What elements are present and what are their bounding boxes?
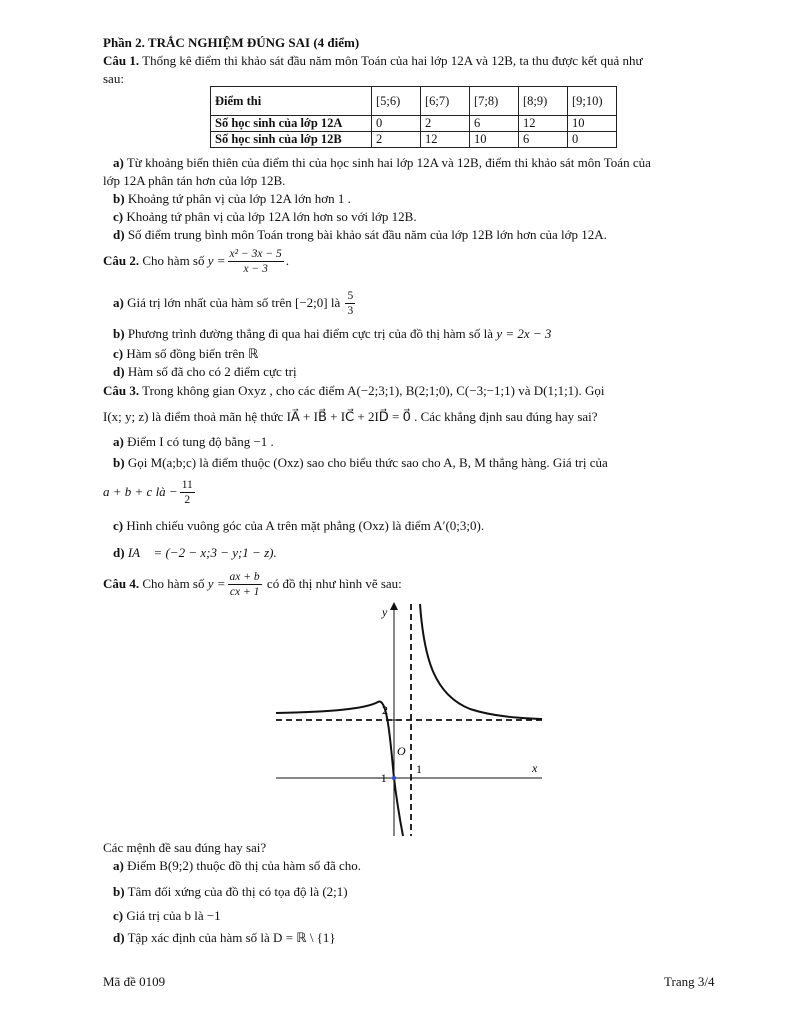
q3-option-a <box>113 434 274 450</box>
table-cell: 2 <box>421 116 470 132</box>
q3-intro <box>103 383 605 399</box>
value-fraction <box>180 478 195 508</box>
q4-option-a <box>113 858 361 874</box>
y-axis-label: y <box>382 605 388 619</box>
option-label: b) <box>113 455 125 470</box>
q2-label: Câu 2. <box>103 252 140 268</box>
option-label: a) <box>113 858 124 873</box>
section-title: Phần 2. TRẮC NGHIỆM ĐÚNG SAI (4 điểm) <box>103 35 360 50</box>
option-text: là <box>330 294 341 310</box>
q3-option-b-cont <box>103 478 197 508</box>
func-denominator: cx + 1 <box>229 586 260 599</box>
function-graph <box>270 600 550 840</box>
option-label: d) <box>113 545 125 560</box>
equation: y = 2x − 3 <box>496 326 552 341</box>
option-text: IA⃗ = (−2 − x;3 − y;1 − z). <box>127 545 277 560</box>
table-cell: 6 <box>519 132 568 148</box>
func-fraction <box>228 247 284 277</box>
q2-option-c <box>113 346 258 362</box>
q4-text: có đồ thị như hình vẽ sau: <box>266 575 402 591</box>
expression: a + b + c là − <box>103 483 178 499</box>
q1-label: Câu 1. <box>103 53 140 68</box>
numerator: 5 <box>345 289 355 304</box>
q1-intro <box>103 53 643 69</box>
q2-intro: Câu 2. Cho hàm số y = $\frac{\text{x² − 3x − 5}}{x - 3}$ . <box>103 248 289 276</box>
option-label: c) <box>113 209 124 224</box>
page-number: Trang 3/4 <box>664 974 715 989</box>
func-numerator: ax + b <box>228 570 262 585</box>
numerator: 11 <box>180 478 195 493</box>
option-text: Khoảng tứ phân vị của lớp 12A lớn hơn 1 . <box>127 191 351 206</box>
left-branch <box>276 702 403 836</box>
q2-text: Cho hàm số <box>142 252 205 268</box>
q3-text-cont: I(x; y; z) là điểm thoả mãn hệ thức IA⃗ + IB⃗ + IC⃗ + 2ID⃗ = 0⃗ . Các khẳng định sau đúng hay sai? <box>103 409 598 424</box>
tick-label-minus-1: −1 <box>374 771 387 785</box>
denominator: 3 <box>347 305 354 318</box>
func-fraction <box>228 570 262 600</box>
x-axis-label: x <box>532 761 538 775</box>
q3-option-d <box>113 545 277 561</box>
func-numerator: x² − 3x − 5 <box>228 247 284 262</box>
option-label: b) <box>113 191 125 206</box>
option-text: Điểm I có tung độ bằng −1 . <box>127 434 274 449</box>
q1-text: Thống kê điểm thi khảo sát đầu năm môn Toán của hai lớp 12A và 12B, ta thu được kết quả như <box>142 53 643 68</box>
option-label: c) <box>113 518 124 533</box>
q1-option-c <box>113 209 417 225</box>
func-lhs: y = <box>207 575 226 591</box>
interval-cell: [7;8) <box>470 87 519 116</box>
tick-label-2: 2 <box>382 703 388 717</box>
option-text: Hàm số đồng biến trên ℝ <box>126 346 259 361</box>
row-label-12b: Số học sinh của lớp 12B <box>211 132 372 148</box>
interval: [−2;0] <box>294 294 328 310</box>
exam-code: Mã đề 0109 <box>103 974 166 989</box>
table-cell: 12 <box>519 116 568 132</box>
option-label: a) <box>113 294 124 310</box>
q1-option-b <box>113 191 351 207</box>
option-text: Hình chiếu vuông góc của A trên mặt phẳng (Oxz) là điểm A′(0;3;0). <box>126 518 485 533</box>
q3-option-b <box>113 455 608 471</box>
table-cell: 10 <box>568 116 617 132</box>
y-intercept-point <box>392 776 396 780</box>
option-text: Từ khoảng biến thiên của điểm thi của học sinh hai lớp 12A và 12B, điểm thi khảo sát môn Toán của <box>126 155 651 170</box>
q3-text: Trong không gian Oxyz , cho các điểm A(−2;3;1), B(2;1;0), C(−3;−1;1) và D(1;1;1). Gọi <box>142 383 605 398</box>
q3-label: Câu 3. <box>103 383 140 398</box>
right-branch <box>420 604 542 719</box>
option-text: Số điểm trung bình môn Toán trong bài khảo sát đầu năm của lớp 12B lớn hơn của lớp 12A. <box>127 227 607 242</box>
q4-question: Các mệnh đề sau đúng hay sai? <box>103 840 267 855</box>
func-lhs: y = <box>207 252 226 268</box>
option-text: Hàm số đã cho có 2 điểm cực trị <box>127 364 297 379</box>
q4-option-d <box>113 930 336 946</box>
interval-cell: [8;9) <box>519 87 568 116</box>
table-cell: 6 <box>470 116 519 132</box>
option-text: Tập xác định của hàm số là D = ℝ \ {1} <box>127 930 336 945</box>
option-label: c) <box>113 908 124 923</box>
table-cell: 0 <box>568 132 617 148</box>
q3-option-c <box>113 518 484 534</box>
q1-text-cont: sau: <box>103 71 124 86</box>
option-label: a) <box>113 155 124 170</box>
option-text: Điểm B(9;2) thuộc đồ thị của hàm số đã cho. <box>127 858 362 873</box>
q4-option-b <box>113 884 348 900</box>
denominator: 2 <box>184 494 191 507</box>
option-text: Giá trị lớn nhất của hàm số trên <box>127 294 292 310</box>
interval-cell: [9;10) <box>568 87 617 116</box>
q4-option-c <box>113 908 221 924</box>
row-label-12a: Số học sinh của lớp 12A <box>211 116 372 132</box>
q2-option-a <box>113 289 357 319</box>
option-text: Phương trình đường thẳng đi qua hai điểm cực trị của đồ thị hàm số là <box>127 326 494 341</box>
q4-text: Cho hàm số <box>142 575 205 591</box>
score-table <box>210 86 617 148</box>
option-text: Gọi M(a;b;c) là điểm thuộc (Oxz) sao cho biểu thức sao cho A, B, M thẳng hàng. Giá trị của <box>127 455 608 470</box>
option-label: d) <box>113 364 125 379</box>
option-label: d) <box>113 930 125 945</box>
interval-cell: [6;7) <box>421 87 470 116</box>
q2-option-d <box>113 364 297 380</box>
table-cell: 0 <box>372 116 421 132</box>
option-label: a) <box>113 434 124 449</box>
option-label: b) <box>113 326 125 341</box>
table-header: Điểm thi <box>211 87 372 116</box>
q1-option-a <box>113 155 651 171</box>
func-denominator: x − 3 <box>243 263 268 276</box>
table-cell: 12 <box>421 132 470 148</box>
q1-option-a-cont: lớp 12A phân tán hơn của lớp 12B. <box>103 173 286 188</box>
interval-cell: [5;6) <box>372 87 421 116</box>
value-fraction <box>345 289 355 319</box>
tick-label-1: 1 <box>416 762 422 776</box>
option-label: b) <box>113 884 125 899</box>
option-text: Tâm đối xứng của đồ thị có tọa độ là (2;1) <box>127 884 348 899</box>
option-label: c) <box>113 346 124 361</box>
table-cell: 2 <box>372 132 421 148</box>
option-text: Giá trị của b là −1 <box>126 908 221 923</box>
q4-intro <box>103 570 402 600</box>
origin-label: O <box>397 744 406 758</box>
q2-option-b <box>113 326 551 342</box>
table-cell: 10 <box>470 132 519 148</box>
q4-label: Câu 4. <box>103 575 140 591</box>
option-label: d) <box>113 227 125 242</box>
option-text: Khoảng tứ phân vị của lớp 12A lớn hơn so với lớp 12B. <box>126 209 417 224</box>
hyperbola-left <box>276 690 382 712</box>
q1-option-d <box>113 227 607 243</box>
